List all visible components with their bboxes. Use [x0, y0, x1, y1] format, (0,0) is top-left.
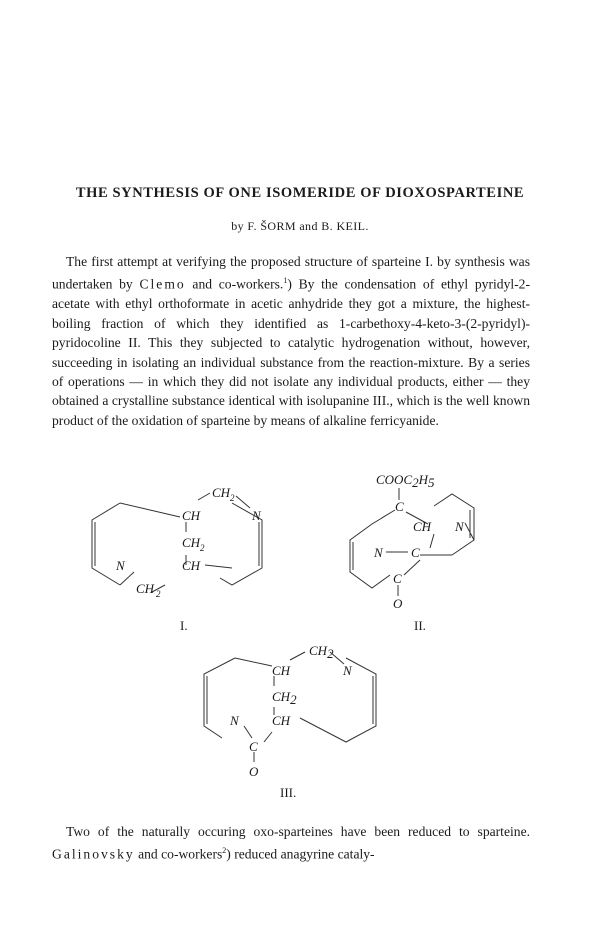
subscript: 2 — [156, 589, 161, 599]
atom-ch: CH — [413, 519, 432, 534]
atom-o: O — [393, 596, 403, 611]
subscript: 2 — [230, 493, 235, 503]
atom-c: C — [393, 571, 402, 586]
atom-o: O — [249, 764, 259, 779]
text-run: Two of the naturally occuring oxo-sparteines have been reduced to sparteine. — [66, 824, 530, 839]
atom-c: C — [249, 739, 258, 754]
atom-ch2: CH — [136, 581, 155, 596]
atom-ch: CH — [272, 663, 291, 678]
atom-n: N — [230, 713, 239, 728]
structure-II — [350, 472, 474, 633]
footnote-ref: 1 — [283, 276, 288, 286]
text-run: and co-workers. — [185, 276, 284, 292]
group-cooc2h5: COOC2H5 — [376, 472, 435, 490]
atom-ch: CH — [272, 713, 291, 728]
paper-title: THE SYNTHESIS OF ONE ISOMERIDE OF DIOXOSPARTEINE — [75, 185, 525, 201]
atom-c: C — [411, 545, 420, 560]
text-run: and co-workers — [134, 846, 223, 862]
structure-label: III. — [280, 785, 297, 800]
atom-ch2: CH2 — [309, 643, 334, 661]
paragraph-oxo-sparteines — [52, 822, 530, 864]
structure-I — [92, 485, 262, 633]
atom-c: C — [395, 499, 404, 514]
atom-ch2: CH2 — [272, 689, 297, 707]
atom-n: N — [116, 558, 125, 573]
author-name-galinovsky: Galinovsky — [52, 846, 135, 862]
atom-ch2: CH — [182, 535, 201, 550]
text-run: ) reduced anagyrine cataly- — [226, 846, 375, 862]
paper-authors: by F. ŠORM and B. KEIL. — [231, 219, 369, 233]
footnote-ref: 2 — [222, 846, 227, 856]
atom-ch: CH — [182, 558, 201, 573]
text-run: The first attempt at verifying the proposed structure of sparteine I. by synthesis was undertaken by — [52, 254, 530, 292]
atom-n: N — [374, 545, 383, 560]
structure-III — [204, 643, 376, 800]
atom-n: N — [455, 519, 464, 534]
atom-n: N — [252, 508, 261, 523]
structure-label: I. — [180, 618, 188, 633]
text-run: ) By the condensation of ethyl pyridyl-2-acetate with ethyl orthoformate in acetic anhydride they got a mixture, the highest-boiling fraction of which they identified as 1-carbethoxy-4-keto-3-(2-pyridyl)-pyridocoline II. This they subjected to catalytic hydrogenation without, however, succeeding in isolating an individual substance from the reaction-mixture. By a series of operations — in which they did not isolate any individual products, either — they obtained a crystalline substance identical with isolupanine III., which is the well known product of the oxidation of sparteine by means of alkaline ferricyanide. — [52, 276, 530, 428]
subscript: 2 — [200, 543, 205, 553]
atom-ch: CH — [182, 508, 201, 523]
structure-label: II. — [414, 618, 426, 633]
atom-ch2: CH — [212, 485, 231, 500]
author-name-clemo: Clemo — [139, 276, 186, 292]
atom-n: N — [343, 663, 352, 678]
